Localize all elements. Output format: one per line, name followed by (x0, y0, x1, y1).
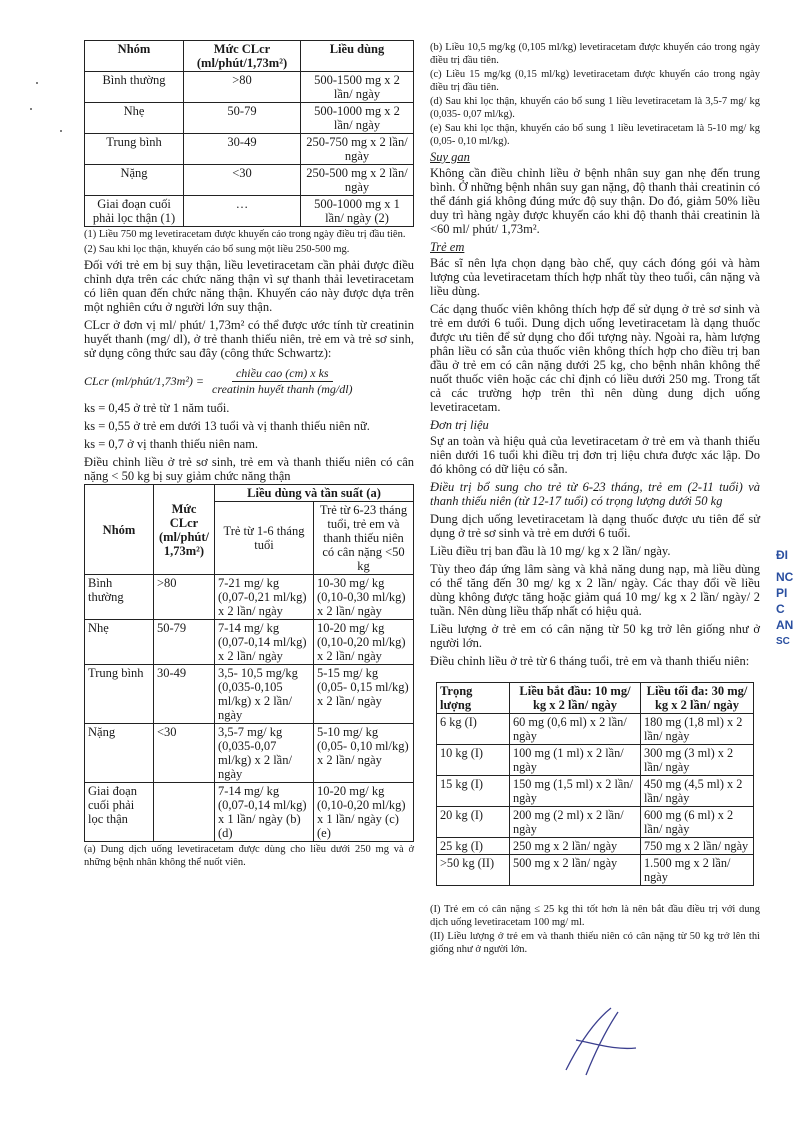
table-row (437, 855, 754, 886)
table-cell: 7-14 mg/ kg (0,07-0,14 ml/kg) x 1 lần/ ngày (b) (d) (215, 783, 314, 842)
table-cell: 1.500 mg x 2 lần/ ngày (641, 855, 754, 886)
table-row (85, 196, 414, 227)
schwartz-formula (84, 366, 414, 397)
table-footnote: (I) Trẻ em có cân nặng ≤ 25 kg thì tốt hơn là nên bắt đầu điều trị với dung dịch uống levetiracetam 100 mg/ ml. (430, 904, 760, 928)
table-cell: 250 mg x 2 lần/ ngày (510, 838, 641, 855)
table-header: Liều dùng và tần suất (a) (215, 485, 414, 502)
table-cell: 450 mg (4,5 ml) x 2 lần/ ngày (641, 776, 754, 807)
formula-denominator: creatinin huyết thanh (mg/dl) (212, 382, 353, 396)
paragraph: Dung dịch uống levetiracetam là dạng thuốc được ưu tiên để sử dụng ở trẻ sơ sinh và trẻ em dưới 6 tuổi. (430, 512, 760, 540)
table-cell: 500-1000 mg x 2 lần/ ngày (301, 103, 414, 134)
table-cell: 150 mg (1,5 ml) x 2 lần/ ngày (510, 776, 641, 807)
paragraph: Điều chỉnh liều ở trẻ từ 6 tháng tuổi, trẻ em và thanh thiếu niên: (430, 654, 750, 668)
table-cell: Nặng (85, 724, 154, 783)
table-cell: 10-30 mg/ kg (0,10-0,30 ml/kg) x 2 lần/ ngày (314, 575, 414, 620)
table-row (85, 724, 414, 783)
paragraph: ks = 0,55 ở trẻ em dưới 13 tuổi và vị thanh thiếu niên nữ. (84, 419, 370, 433)
table-cell: 10 kg (I) (437, 745, 510, 776)
table-cell: 3,5- 10,5 mg/kg (0,035-0,105 ml/kg) x 2 lần/ ngày (215, 665, 314, 724)
scan-speck (36, 82, 38, 84)
table-footnote: (e) Sau khi lọc thận, khuyến cáo bổ sung 1 liều levetiracetam là 5-10 mg/ kg (0,05- 0,10 ml/kg). (430, 123, 760, 147)
table-header: Liều dùng (301, 41, 414, 72)
table-footnote: (a) Dung dịch uống levetiracetam được dùng cho liều dưới 250 mg và ở những bệnh nhân không thể nuốt viên. (84, 844, 414, 868)
weight-dose-table (436, 682, 754, 886)
table-footnote: (II) Liều lượng ở trẻ em và thanh thiếu niên có cân nặng từ 50 kg trở lên thì giống như ở người lớn. (430, 931, 760, 955)
table-cell: 30-49 (154, 665, 215, 724)
table-cell: 5-15 mg/ kg (0,05- 0,15 ml/kg) x 2 lần/ ngày (314, 665, 414, 724)
table-cell: Trung bình (85, 134, 184, 165)
scan-speck (30, 108, 32, 110)
table-footnote: (1) Liều 750 mg levetiracetam được khuyến cáo trong ngày điều trị đầu tiên. (84, 229, 406, 240)
table-row (437, 714, 754, 745)
table-cell: 300 mg (3 ml) x 2 lần/ ngày (641, 745, 754, 776)
stamp-fragment: SC (776, 636, 790, 647)
table-cell: Nhẹ (85, 620, 154, 665)
table-cell: Nặng (85, 165, 184, 196)
table-cell: 50-79 (154, 620, 215, 665)
table-subheader: Trẻ từ 6-23 tháng tuổi, trẻ em và thanh thiếu niên có cân nặng <50 kg (314, 502, 414, 575)
table-cell: 30-49 (184, 134, 301, 165)
table-header: Liều bắt đầu: 10 mg/ kg x 2 lần/ ngày (510, 683, 641, 714)
table-cell: 10-20 mg/ kg (0,10-0,20 ml/kg) x 2 lần/ ngày (314, 620, 414, 665)
stamp-fragment: NC (776, 570, 794, 584)
table-row (437, 838, 754, 855)
table-cell: 7-14 mg/ kg (0,07-0,14 ml/kg) x 2 lần/ ngày (215, 620, 314, 665)
renal-dose-table-adults (84, 40, 414, 227)
stamp-fragment: ĐI (776, 548, 788, 562)
table-cell: Giai đoạn cuối phải lọc thận (85, 783, 154, 842)
paragraph: Đối với trẻ em bị suy thận, liều levetiracetam cần phải được điều chỉnh dựa trên các chức năng thận vì sự thanh thải levetiracetam có liên quan đến chức năng thận. Khuyến cáo này được dựa trên một nghiên cứu ở người lớn suy thận. (84, 258, 414, 314)
table-cell (154, 783, 215, 842)
paragraph: Các dạng thuốc viên không thích hợp để sử dụng ở trẻ sơ sinh và trẻ em dưới 6 tuổi. Dung dịch uống levetiracetam là dạng thuốc được ưu tiên để sử dụng cho đối tượng này. Ngoài ra, hàm lượng phân liều có sẵn của thuốc viên không thích hợp cho điều trị ban đầu ở trẻ em có cân nặng dưới 25 kg, cho bệnh nhân không thể nuốt thuốc viên hoặc các chỉ định có liều dưới 250 mg. Trong tất cả các trường hợp trên thì nên dùng dung dịch uống levetiracetam. (430, 302, 760, 414)
paragraph: Điều chỉnh liều ở trẻ sơ sinh, trẻ em và thanh thiếu niên có cân nặng < 50 kg bị suy giảm chức năng thận (84, 455, 414, 483)
formula-fraction (208, 366, 357, 397)
table-row (85, 103, 414, 134)
table-subheader: Trẻ từ 1-6 tháng tuổi (215, 502, 314, 575)
section-heading-adjunct: Điều trị bổ sung cho trẻ từ 6-23 tháng, trẻ em (2-11 tuổi) và thanh thiếu niên (từ 12-17 tuổi) có trọng lượng dưới 50 kg (430, 480, 760, 508)
paragraph: Không cần điều chỉnh liều ở bệnh nhân suy gan nhẹ đến trung bình. Ở những bệnh nhân suy gan nặng, độ thanh thải creatinin có thể đánh giá không đúng mức độ suy thận. Do đó, giảm 50% liều duy trì hàng ngày được khuyến cáo khi độ thanh thải creatinin là <60 ml/ phút/ 1,73m². (430, 166, 760, 236)
formula-lhs: CLcr (ml/phút/1,73m²) = (84, 374, 205, 388)
table-cell: Giai đoạn cuối phải lọc thận (1) (85, 196, 184, 227)
scan-speck (60, 130, 62, 132)
table-cell: 100 mg (1 ml) x 2 lần/ ngày (510, 745, 641, 776)
table-header: Liều tối đa: 30 mg/ kg x 2 lần/ ngày (641, 683, 754, 714)
section-heading-monotherapy: Đơn trị liệu (430, 418, 489, 432)
table-row (85, 783, 414, 842)
table-row (85, 72, 414, 103)
table-cell: 6 kg (I) (437, 714, 510, 745)
table-row (437, 745, 754, 776)
table-cell: 500-1500 mg x 2 lần/ ngày (301, 72, 414, 103)
paragraph: ks = 0,45 ở trẻ từ 1 năm tuổi. (84, 401, 230, 415)
right-column (430, 40, 760, 958)
table-cell: 200 mg (2 ml) x 2 lần/ ngày (510, 807, 641, 838)
stamp-fragment: PI (776, 586, 788, 600)
table-row (85, 134, 414, 165)
table-cell: 600 mg (6 ml) x 2 lần/ ngày (641, 807, 754, 838)
signature-mark (556, 1000, 646, 1080)
table-cell: 500 mg x 2 lần/ ngày (510, 855, 641, 886)
stamp-fragment: AN (776, 618, 794, 632)
table-footnote: (d) Sau khi lọc thận, khuyến cáo bổ sung 1 liều levetiracetam là 3,5-7 mg/ kg (0,035- 0,07 ml/kg). (430, 96, 760, 120)
table-footnote: (2) Sau khi lọc thận, khuyến cáo bổ sung một liều 250-500 mg. (84, 243, 350, 255)
paragraph: Liều điều trị ban đầu là 10 mg/ kg x 2 lần/ ngày. (430, 544, 671, 558)
table-header: Mức CLcr (ml/phút/1,73m²) (184, 41, 301, 72)
renal-dose-table-children (84, 484, 414, 842)
formula-numerator: chiều cao (cm) x ks (232, 366, 333, 382)
table-header: Trọng lượng (437, 683, 510, 714)
table-cell: 750 mg x 2 lần/ ngày (641, 838, 754, 855)
section-heading-liver: Suy gan (430, 150, 470, 164)
table-cell: Bình thường (85, 72, 184, 103)
table-row (85, 620, 414, 665)
table-cell: >50 kg (II) (437, 855, 510, 886)
left-column (84, 40, 414, 871)
table-cell: <30 (184, 165, 301, 196)
paragraph: Bác sĩ nên lựa chọn dạng bào chế, quy cách đóng gói và hàm lượng của levetiracetam thích hợp nhất tùy theo tuổi, cân nặng và liều dùng. (430, 256, 760, 298)
table-cell: 15 kg (I) (437, 776, 510, 807)
table-cell: 60 mg (0,6 ml) x 2 lần/ ngày (510, 714, 641, 745)
table-cell: <30 (154, 724, 215, 783)
table-footnote: (c) Liều 15 mg/kg (0,15 ml/kg) levetiracetam được khuyến cáo trong ngày điều trị đầu tiên. (430, 69, 760, 93)
table-cell: Bình thường (85, 575, 154, 620)
table-row (437, 807, 754, 838)
table-cell: … (184, 196, 301, 227)
table-header: Mức CLcr (ml/phút/ 1,73m²) (154, 485, 215, 575)
table-cell: 500-1000 mg x 1 lần/ ngày (2) (301, 196, 414, 227)
table-row (85, 665, 414, 724)
table-row (85, 575, 414, 620)
paragraph: Liều lượng ở trẻ em có cân nặng từ 50 kg trở lên giống như ở người lớn. (430, 622, 760, 650)
paragraph: Sự an toàn và hiệu quả của levetiracetam ở trẻ em và thanh thiếu niên dưới 16 tuổi khi điều trị đơn trị liệu chưa được xác lập. Do đó không có dữ liệu có sẵn. (430, 434, 760, 476)
table-header: Nhóm (85, 41, 184, 72)
table-cell: 180 mg (1,8 ml) x 2 lần/ ngày (641, 714, 754, 745)
paragraph: ks = 0,7 ở vị thanh thiếu niên nam. (84, 437, 259, 451)
table-footnote: (b) Liều 10,5 mg/kg (0,105 ml/kg) levetiracetam được khuyến cáo trong ngày điều trị đầu tiên. (430, 42, 760, 66)
paragraph: Tùy theo đáp ứng lâm sàng và khả năng dung nạp, mà liều dùng có thể tăng đến 30 mg/ kg x 2 lần/ ngày. Các thay đổi về liều dùng không được tăng hoặc giảm quá 10 mg/ kg x 2 lần/ ngày/ 2 tuần. Nên dùng liều thấp nhất có hiệu quả. (430, 562, 760, 618)
table-cell: 20 kg (I) (437, 807, 510, 838)
table-cell: 7-21 mg/ kg (0,07-0,21 ml/kg) x 2 lần/ ngày (215, 575, 314, 620)
table-cell: 250-750 mg x 2 lần/ ngày (301, 134, 414, 165)
table-row (437, 776, 754, 807)
table-header: Nhóm (85, 485, 154, 575)
table-cell: Nhẹ (85, 103, 184, 134)
table-cell: 5-10 mg/ kg (0,05- 0,10 ml/kg) x 2 lần/ ngày (314, 724, 414, 783)
table-cell: 3,5-7 mg/ kg (0,035-0,07 ml/kg) x 2 lần/ ngày (215, 724, 314, 783)
paragraph: CLcr ở đơn vị ml/ phút/ 1,73m² có thể được ước tính từ creatinin huyết thanh (mg/ dl), ở trẻ thanh thiếu niên, trẻ em và trẻ sơ sinh, sử dụng công thức sau đây (công thức Schwartz): (84, 318, 414, 360)
table-cell: 50-79 (184, 103, 301, 134)
table-cell: >80 (154, 575, 215, 620)
section-heading-children: Trẻ em (430, 240, 465, 254)
table-cell: 250-500 mg x 2 lần/ ngày (301, 165, 414, 196)
table-cell: 10-20 mg/ kg (0,10-0,20 ml/kg) x 1 lần/ ngày (c) (e) (314, 783, 414, 842)
table-row (85, 165, 414, 196)
table-cell: >80 (184, 72, 301, 103)
stamp-fragment: C (776, 602, 785, 616)
table-cell: 25 kg (I) (437, 838, 510, 855)
table-cell: Trung bình (85, 665, 154, 724)
